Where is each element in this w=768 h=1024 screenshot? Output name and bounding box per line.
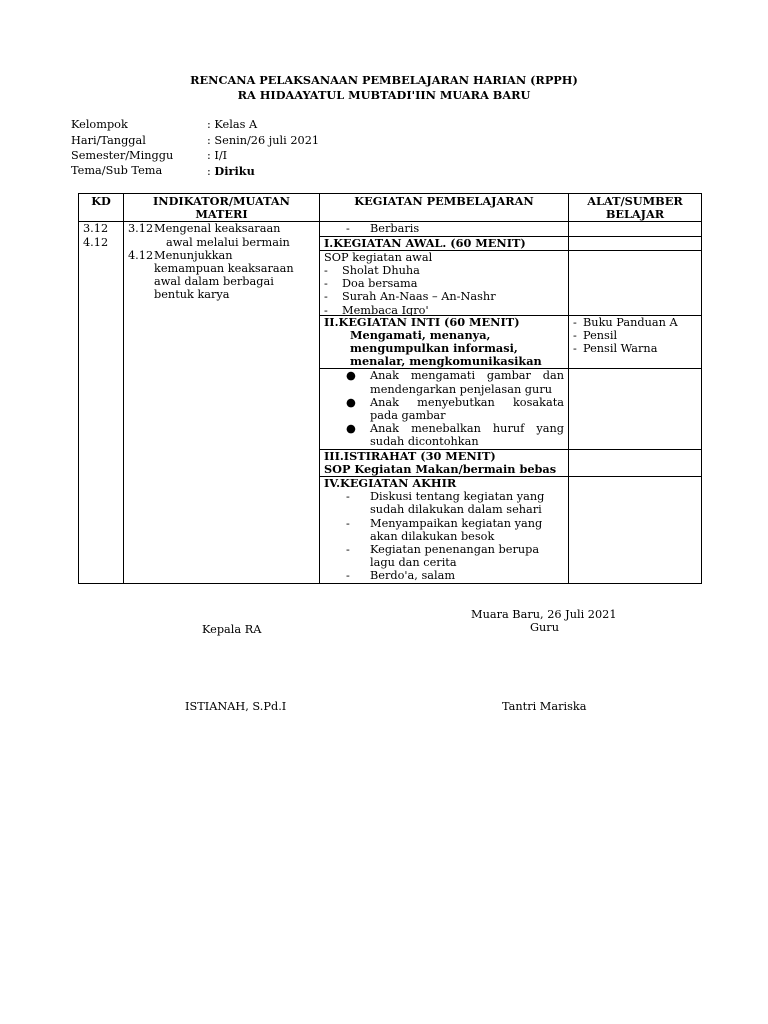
indikator-line: kemampuan keaksaraan (154, 262, 294, 276)
kd-value: 4.12 (83, 235, 109, 249)
kegiatan-inti-title: II.KEGIATAN INTI (60 MENIT) (324, 314, 520, 329)
indikator-item (128, 222, 315, 248)
meta-value: : Diriku (207, 164, 255, 178)
activity-text: Sholat Dhuha (342, 264, 420, 278)
table-header-row (79, 194, 702, 222)
tool-item: Pensil (583, 328, 618, 342)
activity-text: Anak menyebutkan kosakata pada gambar (370, 395, 564, 423)
meta-value: : Senin/26 juli 2021 (207, 134, 320, 147)
meta-label: Hari/Tanggal (71, 134, 146, 147)
indikator-line: Mengenal keaksaraan (154, 222, 281, 236)
activity-text: Diskusi tentang kegiatan yang sudah dilakukan dalam sehari (370, 490, 545, 517)
kegiatan-inti-items (320, 369, 569, 449)
istirahat-cell (320, 449, 569, 476)
alat-tools-cell: - Buku Panduan A - Pensil - Pensil Warna (569, 315, 702, 369)
header-kd: KD (79, 194, 124, 222)
meta-label: Tema/Sub Tema (71, 164, 163, 177)
activity-text: Doa bersama (342, 277, 418, 291)
signature-right-role: Guru (530, 621, 559, 634)
bullet-icon: ● (346, 395, 356, 409)
meta-label: Kelompok (71, 118, 128, 131)
activity-text: Berbaris (370, 222, 420, 236)
indikator-line: Menunjukkan (154, 248, 233, 262)
indikator-code: 3.12 (128, 222, 154, 236)
indikator-line: awal dalam berbagai (154, 275, 274, 289)
activity-text: Menyampaikan kegiatan yang akan dilakukan besok (370, 516, 543, 543)
signature-place-date: Muara Baru, 26 Juli 2021 (471, 608, 617, 621)
tool-item: Pensil Warna (583, 342, 658, 356)
indikator-line: awal melalui bermain (166, 235, 290, 249)
alat-empty (569, 222, 702, 236)
kegiatan-top-item: - Berbaris (320, 222, 569, 236)
meta-label: Semester/Minggu (71, 149, 174, 162)
indikator-code: 4.12 (128, 248, 154, 262)
kd-cell (79, 222, 124, 583)
indikator-item (128, 249, 315, 302)
signature-left-name: ISTIANAH, S.Pd.I (185, 700, 287, 713)
activity-text: Berdo'a, salam (370, 569, 456, 583)
istirahat-sop: SOP Kegiatan Makan/bermain bebas (324, 461, 557, 476)
kegiatan-akhir-title: IV.KEGIATAN AKHIR (324, 476, 457, 491)
kd-value: 3.12 (83, 222, 109, 236)
alat-empty (569, 236, 702, 250)
signature-right-name: Tantri Mariska (502, 700, 587, 713)
tool-item: Buku Panduan A (583, 315, 678, 329)
table-row (79, 222, 702, 236)
kegiatan-awal-title: I.KEGIATAN AWAL. (60 MENIT) (320, 236, 569, 250)
activity-text: Anak mengamati gambar dan mendengarkan penjelasan guru (370, 369, 564, 396)
alat-empty (569, 477, 702, 584)
meta-value: : Kelas A (207, 118, 258, 131)
bullet-icon: ● (346, 369, 356, 383)
header-kegiatan: KEGIATAN PEMBELAJARAN (320, 194, 569, 222)
activity-text: Surah An-Naas – An-Nashr (342, 290, 496, 304)
activity-text: Membaca Iqro' (342, 303, 429, 315)
activity-text: Anak menebalkan huruf yang sudah dicontohkan (370, 422, 564, 449)
kegiatan-akhir-cell: IV.KEGIATAN AKHIR - Diskusi tentang kegiatan yang sudah dilakukan dalam sehari - Menyampaikan kegiatan yang akan dilakukan besok - Kegiatan penenangan berupa lagu dan cerita - Berdo'a, salam (320, 477, 569, 584)
inti-subtitle-line: mengumpulkan informasi, (350, 341, 518, 356)
signature-left-role: Kepala RA (202, 623, 262, 636)
alat-empty (569, 250, 702, 315)
kegiatan-inti-header (320, 315, 569, 369)
bullet-icon: ● (346, 422, 356, 436)
rpph-table (78, 193, 702, 584)
activity-text: Kegiatan penenangan berupa lagu dan cerita (370, 543, 540, 570)
indikator-line: bentuk karya (154, 288, 230, 302)
kegiatan-awal-content: SOP kegiatan awal - Sholat Dhuha - Doa bersama - Surah An-Naas – An-Nashr - Membaca Iqro' (320, 250, 569, 315)
indikator-cell (124, 222, 320, 583)
header-indikator: INDIKATOR/MUATAN MATERI (124, 194, 320, 222)
inti-subtitle-line: Mengamati, menanya, (350, 327, 491, 342)
meta-value: : I/I (207, 149, 228, 162)
header-alat: ALAT/SUMBER BELAJAR (569, 194, 702, 222)
istirahat-title: III.ISTIRAHAT (30 MENIT) (324, 448, 496, 463)
doc-title-line1: RENCANA PELAKSANAAN PEMBELAJARAN HARIAN (RPPH) (190, 73, 578, 87)
alat-empty (569, 449, 702, 476)
alat-empty (569, 369, 702, 449)
doc-title-line2: RA HIDAAYATUL MUBTADI'IIN MUARA BARU (237, 88, 531, 102)
inti-subtitle-line: menalar, mengkomunikasikan (350, 354, 542, 369)
sop-awal: SOP kegiatan awal (324, 250, 433, 264)
